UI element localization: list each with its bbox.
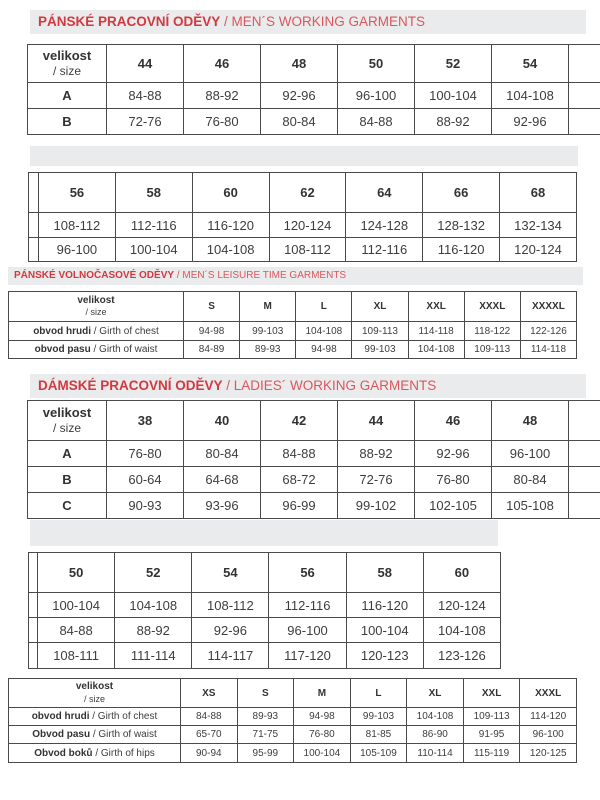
value-cell: 120-123 xyxy=(346,643,423,669)
cut-cell xyxy=(569,109,600,135)
table-row xyxy=(9,726,577,744)
value-cell: 80-84 xyxy=(184,441,261,467)
header-row xyxy=(28,45,600,83)
header-row xyxy=(29,173,577,213)
row-label xyxy=(9,744,181,763)
size-header: 50 xyxy=(38,553,115,593)
cut-cell xyxy=(29,553,38,593)
corner-cell xyxy=(28,401,107,441)
value-cell: 115-119 xyxy=(463,744,520,763)
value-cell: 104-108 xyxy=(407,708,464,726)
size-header: XXL xyxy=(408,292,464,322)
value-cell: 112-116 xyxy=(269,593,346,618)
value-cell: 76-80 xyxy=(294,726,351,744)
cut-cell xyxy=(569,401,600,441)
size-header: 44 xyxy=(107,45,184,83)
ladies-working-title-cz: DÁMSKÉ PRACOVNÍ ODĚVY xyxy=(38,378,223,393)
value-cell: 108-112 xyxy=(39,213,116,238)
value-cell: 88-92 xyxy=(184,83,261,109)
value-cell: 96-100 xyxy=(338,83,415,109)
row-label-en: / Girth of waist xyxy=(92,729,157,740)
header-row xyxy=(28,401,600,441)
value-cell: 123-126 xyxy=(423,643,500,669)
row-label-cz: obvod hrudi xyxy=(31,711,93,722)
value-cell: 109-113 xyxy=(352,322,408,341)
value-cell: 104-108 xyxy=(296,322,352,341)
value-cell: 99-103 xyxy=(350,708,407,726)
row-label-cz: Obvod pasu xyxy=(32,729,93,740)
size-header: 48 xyxy=(261,45,338,83)
value-cell: 102-105 xyxy=(415,493,492,519)
table-row xyxy=(29,593,501,618)
value-cell: 99-103 xyxy=(240,322,296,341)
ladies-working-title-band xyxy=(30,374,586,398)
row-label: A xyxy=(28,441,107,467)
value-cell: 104-108 xyxy=(492,83,569,109)
header-row xyxy=(29,553,501,593)
value-cell: 92-96 xyxy=(415,441,492,467)
cut-cell xyxy=(569,467,600,493)
value-cell: 88-92 xyxy=(415,109,492,135)
value-cell: 94-98 xyxy=(296,341,352,359)
mens-leisure-title-band xyxy=(8,267,583,285)
size-header: S xyxy=(184,292,240,322)
table-row xyxy=(29,238,577,262)
value-cell: 120-124 xyxy=(423,593,500,618)
value-cell: 84-88 xyxy=(107,83,184,109)
size-header: 56 xyxy=(39,173,116,213)
value-cell: 104-108 xyxy=(115,593,192,618)
size-header: 44 xyxy=(338,401,415,441)
value-cell: 124-128 xyxy=(346,213,423,238)
value-cell: 108-112 xyxy=(269,238,346,262)
mens-working-title-cz: PÁNSKÉ PRACOVNÍ ODĚVY xyxy=(38,14,221,29)
value-cell: 116-120 xyxy=(346,593,423,618)
value-cell: 99-102 xyxy=(338,493,415,519)
size-header: 40 xyxy=(184,401,261,441)
corner-en: / size xyxy=(52,421,81,436)
value-cell: 100-104 xyxy=(346,618,423,643)
value-cell: 105-108 xyxy=(492,493,569,519)
corner-en: / size xyxy=(52,64,81,79)
size-header: M xyxy=(294,679,351,708)
value-cell: 84-88 xyxy=(38,618,115,643)
value-cell: 122-126 xyxy=(520,322,576,341)
value-cell: 84-88 xyxy=(261,441,338,467)
mens-working-table-1 xyxy=(27,44,600,136)
table-row xyxy=(28,109,600,135)
value-cell: 68-72 xyxy=(261,467,338,493)
row-label-cz: Obvod boků xyxy=(34,747,96,759)
cut-cell xyxy=(29,213,39,238)
value-cell: 92-96 xyxy=(192,618,269,643)
row-label: A xyxy=(28,83,107,109)
cut-cell xyxy=(569,493,600,519)
ladies-working-title-en: / LADIES´ WORKING GARMENTS xyxy=(222,378,437,393)
value-cell: 114-120 xyxy=(520,708,577,726)
size-header: 66 xyxy=(423,173,500,213)
value-cell: 80-84 xyxy=(261,109,338,135)
value-cell: 117-120 xyxy=(269,643,346,669)
size-header: M xyxy=(240,292,296,322)
ladies-working-table-2 xyxy=(28,552,502,669)
value-cell: 116-120 xyxy=(423,238,500,262)
cut-cell xyxy=(569,83,600,109)
value-cell: 96-100 xyxy=(520,726,577,744)
size-header: 58 xyxy=(115,173,192,213)
size-header: 42 xyxy=(261,401,338,441)
value-cell: 81-85 xyxy=(350,726,407,744)
table-row xyxy=(29,618,501,643)
size-header: XL xyxy=(407,679,464,708)
value-cell: 64-68 xyxy=(184,467,261,493)
table-row xyxy=(9,708,577,726)
row-label-en: / Girth of hips xyxy=(95,747,155,759)
size-header: 64 xyxy=(346,173,423,213)
size-header: S xyxy=(237,679,294,708)
mens-leisure-table xyxy=(8,291,578,359)
row-label: C xyxy=(28,493,107,519)
size-header: XS xyxy=(181,679,238,708)
value-cell: 89-93 xyxy=(237,708,294,726)
value-cell: 93-96 xyxy=(184,493,261,519)
value-cell: 65-70 xyxy=(181,726,238,744)
value-cell: 86-90 xyxy=(407,726,464,744)
row-label xyxy=(9,708,181,726)
size-header: 56 xyxy=(269,553,346,593)
separator-band xyxy=(30,146,578,166)
table-row xyxy=(29,643,501,669)
size-header: XL xyxy=(352,292,408,322)
value-cell: 108-111 xyxy=(38,643,115,669)
value-cell: 104-108 xyxy=(408,341,464,359)
size-header: XXXXL xyxy=(520,292,576,322)
value-cell: 92-96 xyxy=(492,109,569,135)
table-row xyxy=(28,467,600,493)
row-label xyxy=(9,322,184,341)
value-cell: 112-116 xyxy=(115,213,192,238)
value-cell: 120-124 xyxy=(500,238,577,262)
size-header: L xyxy=(350,679,407,708)
value-cell: 110-114 xyxy=(407,744,464,763)
table-row xyxy=(9,341,577,359)
cut-cell xyxy=(569,441,600,467)
corner-cz: velikost xyxy=(42,405,92,421)
size-header: 52 xyxy=(115,553,192,593)
value-cell: 100-104 xyxy=(115,238,192,262)
value-cell: 94-98 xyxy=(184,322,240,341)
value-cell: 84-89 xyxy=(184,341,240,359)
table-row xyxy=(9,744,577,763)
mens-working-title-band xyxy=(30,10,586,34)
value-cell: 111-114 xyxy=(115,643,192,669)
table-row xyxy=(29,213,577,238)
value-cell: 80-84 xyxy=(492,467,569,493)
cut-cell xyxy=(29,643,38,669)
table-row xyxy=(9,322,577,341)
row-label-en: / Girth of waist xyxy=(93,344,158,355)
ladies-working-table-3 xyxy=(8,678,578,763)
value-cell: 89-93 xyxy=(240,341,296,359)
value-cell: 95-99 xyxy=(237,744,294,763)
value-cell: 76-80 xyxy=(184,109,261,135)
table-row xyxy=(28,441,600,467)
value-cell: 109-113 xyxy=(463,708,520,726)
corner-cz: velikost xyxy=(77,294,115,306)
row-label xyxy=(9,726,181,744)
value-cell: 100-104 xyxy=(415,83,492,109)
value-cell: 76-80 xyxy=(107,441,184,467)
value-cell: 71-75 xyxy=(237,726,294,744)
mens-working-table-2 xyxy=(28,172,578,262)
value-cell: 99-103 xyxy=(352,341,408,359)
table-row xyxy=(28,493,600,519)
size-header: XXL xyxy=(463,679,520,708)
value-cell: 118-122 xyxy=(464,322,520,341)
corner-cell xyxy=(28,45,107,83)
value-cell: 104-108 xyxy=(192,238,269,262)
value-cell: 72-76 xyxy=(107,109,184,135)
value-cell: 90-94 xyxy=(181,744,238,763)
ladies-working-table-1 xyxy=(27,400,600,520)
row-label: B xyxy=(28,109,107,135)
size-header: 50 xyxy=(338,45,415,83)
value-cell: 120-124 xyxy=(269,213,346,238)
cut-cell xyxy=(29,238,39,262)
row-label xyxy=(9,341,184,359)
size-header: 46 xyxy=(415,401,492,441)
value-cell: 92-96 xyxy=(261,83,338,109)
value-cell: 60-64 xyxy=(107,467,184,493)
row-label: B xyxy=(28,467,107,493)
value-cell: 128-132 xyxy=(423,213,500,238)
value-cell: 100-104 xyxy=(294,744,351,763)
mens-working-title-en: / MEN´S WORKING GARMENTS xyxy=(220,14,426,29)
value-cell: 72-76 xyxy=(338,467,415,493)
value-cell: 94-98 xyxy=(294,708,351,726)
corner-cell xyxy=(9,679,181,708)
value-cell: 88-92 xyxy=(115,618,192,643)
cut-cell xyxy=(29,173,39,213)
value-cell: 76-80 xyxy=(415,467,492,493)
value-cell: 84-88 xyxy=(181,708,238,726)
size-header: 48 xyxy=(492,401,569,441)
value-cell: 114-117 xyxy=(192,643,269,669)
row-label-cz: obvod pasu xyxy=(34,344,94,355)
value-cell: 120-125 xyxy=(520,744,577,763)
header-row xyxy=(9,679,577,708)
size-header: 60 xyxy=(192,173,269,213)
corner-en: / size xyxy=(83,693,105,704)
corner-cz: velikost xyxy=(42,48,92,64)
value-cell: 84-88 xyxy=(338,109,415,135)
value-cell: 88-92 xyxy=(338,441,415,467)
size-header: 58 xyxy=(346,553,423,593)
row-label-en: / Girth of chest xyxy=(93,325,159,337)
value-cell: 96-99 xyxy=(261,493,338,519)
size-header: 54 xyxy=(192,553,269,593)
value-cell: 105-109 xyxy=(350,744,407,763)
value-cell: 96-100 xyxy=(39,238,116,262)
corner-en: / size xyxy=(85,307,107,318)
size-header: XXXL xyxy=(464,292,520,322)
size-header: L xyxy=(296,292,352,322)
cut-cell xyxy=(29,593,38,618)
size-header: XXXL xyxy=(520,679,577,708)
value-cell: 116-120 xyxy=(192,213,269,238)
value-cell: 90-93 xyxy=(107,493,184,519)
value-cell: 132-134 xyxy=(500,213,577,238)
mens-leisure-title-cz: PÁNSKÉ VOLNOČASOVÉ ODĚVY xyxy=(14,270,175,281)
value-cell: 114-118 xyxy=(408,322,464,341)
corner-cz: velikost xyxy=(75,681,114,693)
value-cell: 96-100 xyxy=(492,441,569,467)
value-cell: 96-100 xyxy=(269,618,346,643)
separator-band xyxy=(30,520,498,546)
table-row xyxy=(28,83,600,109)
size-header: 62 xyxy=(269,173,346,213)
value-cell: 100-104 xyxy=(38,593,115,618)
mens-leisure-title-en: / MEN´S LEISURE TIME GARMENTS xyxy=(174,270,347,281)
header-row xyxy=(9,292,577,322)
value-cell: 112-116 xyxy=(346,238,423,262)
value-cell: 104-108 xyxy=(423,618,500,643)
value-cell: 91-95 xyxy=(463,726,520,744)
size-header: 54 xyxy=(492,45,569,83)
size-header: 46 xyxy=(184,45,261,83)
cut-cell xyxy=(569,45,600,83)
value-cell: 109-113 xyxy=(464,341,520,359)
row-label-en: / Girth of chest xyxy=(92,711,158,722)
size-header: 60 xyxy=(423,553,500,593)
cut-cell xyxy=(29,618,38,643)
value-cell: 114-118 xyxy=(520,341,576,359)
value-cell: 108-112 xyxy=(192,593,269,618)
row-label-cz: obvod hrudi xyxy=(33,325,94,337)
size-header: 68 xyxy=(500,173,577,213)
size-header: 52 xyxy=(415,45,492,83)
size-header: 38 xyxy=(107,401,184,441)
corner-cell xyxy=(9,292,184,322)
